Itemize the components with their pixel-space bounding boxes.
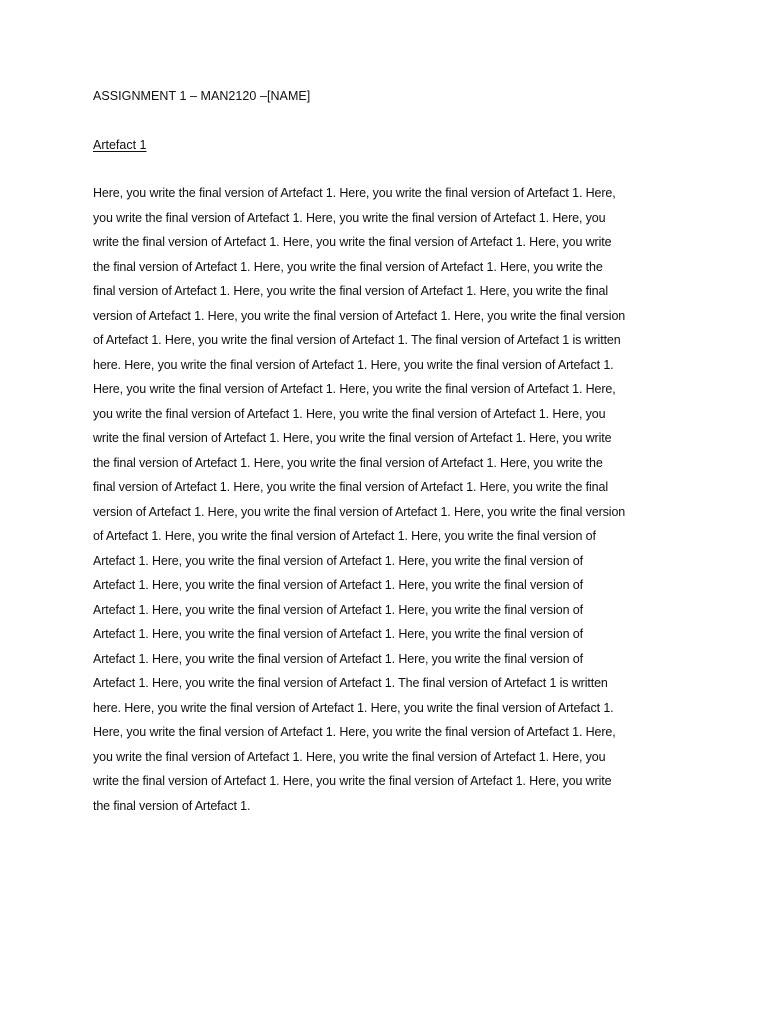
body-line: Here, you write the final version of Artefact 1. Here, you write the final version of Artefact 1. Here, xyxy=(93,725,616,739)
body-line: here. Here, you write the final version of Artefact 1. Here, you write the final version of Artefact 1. xyxy=(93,357,614,372)
body-line: of Artefact 1. Here, you write the final version of Artefact 1. The final version of Artefact 1 is written xyxy=(93,333,621,347)
body-line: Artefact 1. Here, you write the final version of Artefact 1. Here, you write the final version of xyxy=(93,553,583,568)
body-line: the final version of Artefact 1. Here, you write the final version of Artefact 1. Here, you write the xyxy=(93,455,603,470)
body-line: Artefact 1. Here, you write the final version of Artefact 1. Here, you write the final version of xyxy=(93,602,583,617)
body-line: Here, you write the final version of Artefact 1. Here, you write the final version of Artefact 1. Here, xyxy=(93,382,616,396)
body-line: the final version of Artefact 1. xyxy=(93,798,251,813)
body-line: write the final version of Artefact 1. Here, you write the final version of Artefact 1. Here, you write xyxy=(93,235,612,249)
body-line: you write the final version of Artefact 1. Here, you write the final version of Artefact 1. Here, you xyxy=(93,749,606,764)
body-line: write the final version of Artefact 1. Here, you write the final version of Artefact 1. Here, you write xyxy=(93,431,612,445)
body-line: final version of Artefact 1. Here, you write the final version of Artefact 1. Here, you write the final xyxy=(93,284,608,298)
body-line: write the final version of Artefact 1. Here, you write the final version of Artefact 1. Here, you write xyxy=(93,774,612,788)
body-line: the final version of Artefact 1. Here, you write the final version of Artefact 1. Here, you write the xyxy=(93,259,603,274)
body-line: Artefact 1. Here, you write the final version of Artefact 1. Here, you write the final version of xyxy=(93,651,583,666)
body-line: Artefact 1. Here, you write the final version of Artefact 1. Here, you write the final version of xyxy=(93,578,583,592)
body-line: you write the final version of Artefact 1. Here, you write the final version of Artefact 1. Here, you xyxy=(93,210,606,225)
body-line: Here, you write the final version of Artefact 1. Here, you write the final version of Artefact 1. Here, xyxy=(93,186,616,200)
body-line: final version of Artefact 1. Here, you write the final version of Artefact 1. Here, you write the final xyxy=(93,480,608,494)
body-line: Artefact 1. Here, you write the final version of Artefact 1. The final version of Artefact 1 is written xyxy=(93,676,608,690)
body-paragraph xyxy=(93,185,693,822)
body-line: version of Artefact 1. Here, you write the final version of Artefact 1. Here, you write the final version xyxy=(93,308,626,323)
body-line: version of Artefact 1. Here, you write the final version of Artefact 1. Here, you write the final version xyxy=(93,504,626,519)
document-title: ASSIGNMENT 1 – MAN2120 –[NAME] xyxy=(93,89,311,103)
body-line: Artefact 1. Here, you write the final version of Artefact 1. Here, you write the final version of xyxy=(93,627,583,641)
body-line: here. Here, you write the final version of Artefact 1. Here, you write the final version of Artefact 1. xyxy=(93,700,614,715)
body-line: of Artefact 1. Here, you write the final version of Artefact 1. Here, you write the final version of xyxy=(93,529,596,543)
body-line: you write the final version of Artefact 1. Here, you write the final version of Artefact 1. Here, you xyxy=(93,406,606,421)
section-heading-artefact-1: Artefact 1 xyxy=(93,138,147,152)
